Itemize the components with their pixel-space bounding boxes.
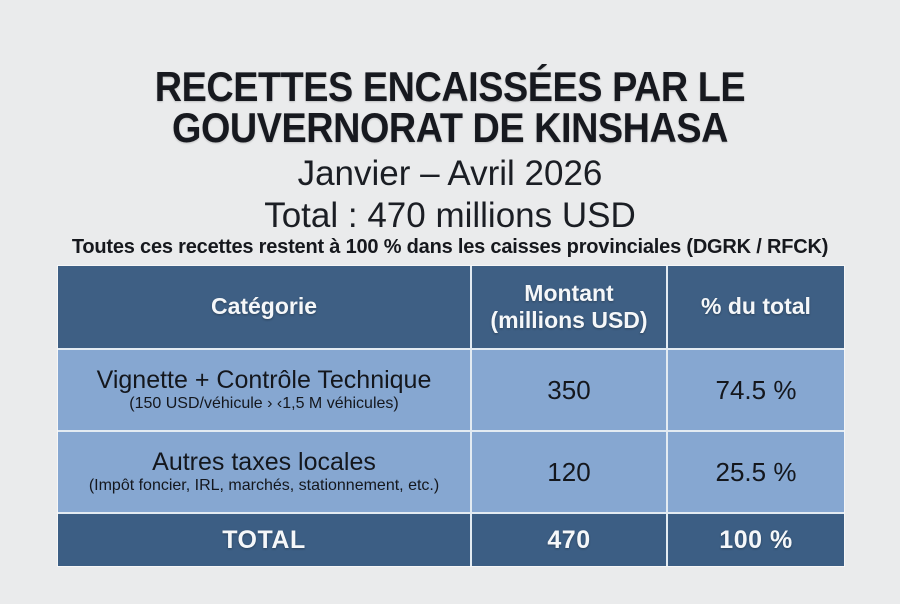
page-title-line2: GOUVERNORAT DE KINSHASA: [171, 104, 728, 152]
total-summary: Total : 470 millions USD: [264, 196, 636, 235]
table-row-vignette-percent: 74.5 %: [668, 350, 844, 430]
column-header-percent: % du total: [668, 266, 844, 348]
period-subtitle: Janvier – Avril 2026: [297, 154, 603, 193]
provincial-note: Toutes ces recettes restent à 100 % dans les caisses provinciales (DGRK / RFCK): [71, 236, 829, 258]
table-row-autres-amount: 120: [472, 432, 666, 512]
column-header-amount: Montant (millions USD): [472, 266, 666, 348]
total-row-amount: 470: [472, 514, 666, 566]
revenue-table: [58, 266, 844, 566]
total-row-percent: 100 %: [668, 514, 844, 566]
page-title: [45, 63, 855, 152]
table-row-vignette-category: [58, 350, 470, 430]
page-title-line1: RECETTES ENCAISSÉES PAR LE: [154, 63, 746, 110]
row-category-detail: (150 USD/véhicule › ‹1,5 M véhicules): [129, 394, 399, 412]
table-row-autres-percent: 25.5 %: [668, 432, 844, 512]
row-category-label: Vignette + Contrôle Technique: [96, 365, 432, 394]
row-category-detail: (Impôt foncier, IRL, marchés, stationnement, etc.): [88, 476, 440, 494]
table-row-autres-category: [58, 432, 470, 512]
table-row-vignette-amount: 350: [472, 350, 666, 430]
total-row-label: TOTAL: [58, 514, 470, 566]
row-category-label: Autres taxes locales: [152, 447, 376, 476]
column-header-category: Catégorie: [58, 266, 470, 348]
